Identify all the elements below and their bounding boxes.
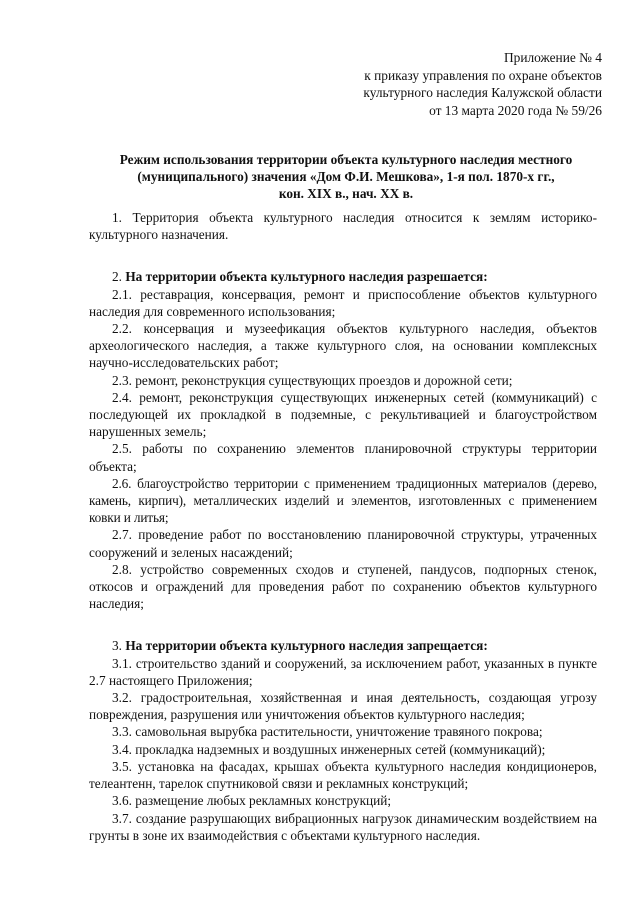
section-2-number: 2. — [112, 269, 122, 285]
section-2-heading — [89, 268, 597, 285]
document-title — [86, 151, 606, 202]
section-3-item: 3.3. самовольная вырубка растительности, уничтожение травяного покрова; — [112, 724, 543, 740]
section-3-item: 3.4. прокладка надземных и воздушных инженерных сетей (коммуникаций); — [112, 741, 546, 757]
appendix-line-3: культурного наследия Калужской области — [363, 85, 602, 100]
section-2-item: 2.8. устройство современных сходов и ступеней, пандусов, подпорных стенок, откосов и ограждений для проведения работ по сохранению объектов культурного наследия; — [89, 561, 597, 612]
spacer — [89, 243, 597, 268]
section-3-heading-text: На территории объекта культурного наследия запрещается: — [125, 638, 488, 654]
section-2-item: 2.7. проведение работ по восстановлению планировочной структуры, утраченных сооружений и зеленых насаждений; — [89, 527, 597, 560]
section-2-item: 2.3. ремонт, реконструкция существующих проездов и дорожной сети; — [112, 372, 513, 388]
title-line-2: (муниципального) значения «Дом Ф.И. Мешкова», 1-я пол. 1870-х гг., — [137, 169, 555, 184]
section-3-number: 3. — [112, 638, 122, 654]
section-3-item: 3.2. градостроительная, хозяйственная и иная деятельность, создающая угрозу повреждения, разрушения или уничтожения объектов культурного наследия; — [89, 690, 597, 723]
title-line-3: кон. XIX в., нач. XX в. — [278, 186, 414, 201]
appendix-header — [363, 49, 602, 119]
section-1-paragraph: 1. Территория объекта культурного наследия относится к землям историко-культурного назначения. — [89, 210, 597, 243]
section-3-item: 3.6. размещение любых рекламных конструкций; — [112, 793, 392, 809]
section-3-item: 3.1. строительство зданий и сооружений, за исключением работ, указанных в пункте 2.7 настоящего Приложения; — [89, 655, 597, 688]
appendix-line-2: к приказу управления по охране объектов — [364, 67, 602, 83]
spacer — [89, 612, 597, 637]
section-2-item: 2.4. ремонт, реконструкция существующих инженерных сетей (коммуникаций) с последующей их прокладкой в подземные, с рекультивацией и благоустройством нарушенных земель; — [89, 389, 597, 440]
appendix-line-4: от 13 марта 2020 года № 59/26 — [429, 102, 602, 118]
document-body — [89, 209, 597, 844]
section-2-item: 2.1. реставрация, консервация, ремонт и приспособление объектов культурного наследия для современного использования; — [89, 286, 597, 319]
section-2-item: 2.6. благоустройство территории с применением традиционных материалов (дерево, камень, кирпич), металлических изделий и элементов, изготовленных с применением ковки и литья; — [89, 475, 597, 526]
section-2-heading-text: На территории объекта культурного наследия разрешается: — [125, 269, 488, 285]
section-2-item: 2.2. консервация и музеефикация объектов культурного наследия, объектов археологического наследия, а также культурного слоя, на основании комплексных научно-исследовательских работ; — [89, 321, 597, 371]
section-3-item: 3.5. установка на фасадах, крышах объекта культурного наследия кондиционеров, телеантенн, тарелок спутниковой связи и рекламных конструкций; — [89, 758, 597, 792]
appendix-line-1: Приложение № 4 — [503, 50, 602, 65]
section-3-item: 3.7. создание разрушающих вибрационных нагрузок динамическим воздействием на грунты в зоне их взаимодействия с объектами культурного наследия. — [89, 810, 597, 843]
title-line-1: Режим использования территории объекта культурного наследия местного — [119, 152, 573, 167]
section-2-item: 2.5. работы по сохранению элементов планировочной структуры территории объекта; — [89, 441, 597, 474]
section-3-heading — [89, 637, 597, 654]
